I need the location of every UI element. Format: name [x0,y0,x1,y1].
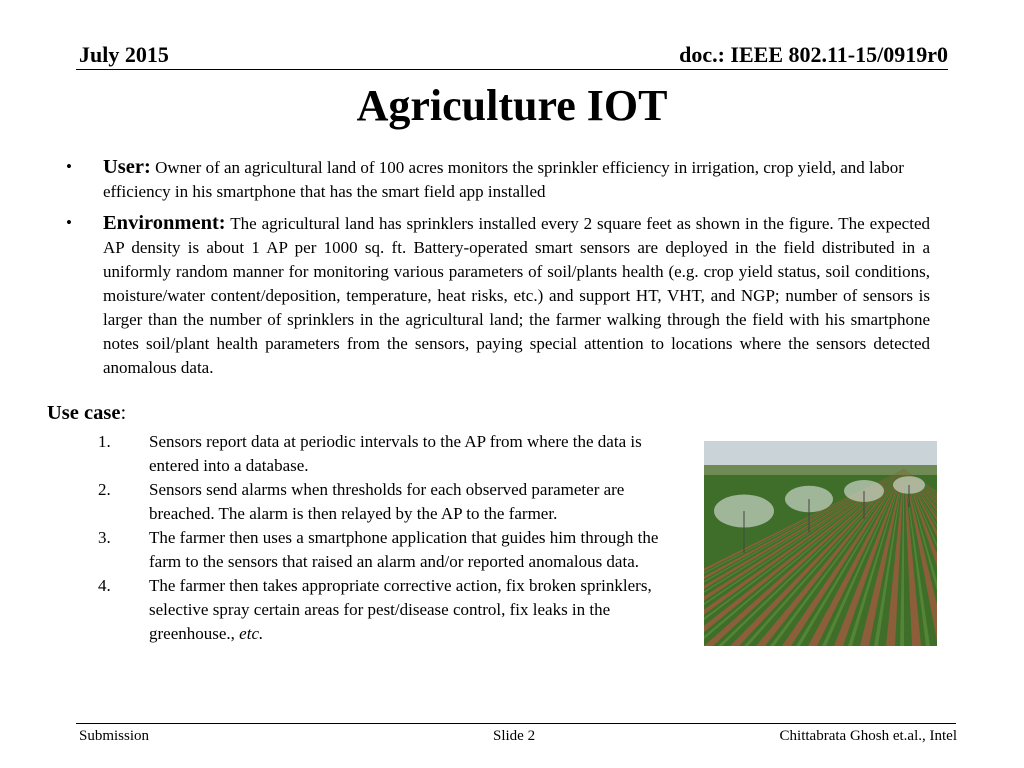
list-item-text: Sensors report data at periodic intervals to the AP from where the data is entered into a database. [149,432,642,475]
list-item-etc: etc. [239,624,264,643]
bullet-user-label: User: [103,156,151,178]
list-item-text: The farmer then uses a smartphone application that guides him through the farm to the sensors that raised an alarm and/or reported anomalous data. [149,528,659,571]
use-case-label: Use case [47,402,121,424]
list-item [96,430,672,478]
footer-divider [76,723,956,724]
bullet-environment-label: Environment: [103,212,226,234]
header-date: July 2015 [79,42,169,67]
list-item-number: 4. [98,576,111,595]
bullet-user-text: Owner of an agricultural land of 100 acres monitors the sprinkler efficiency in irrigation, crop yield, and labor efficiency in his smartphone that has the smart field app installed [103,158,904,201]
list-item-text: Sensors send alarms when thresholds for each observed parameter are breached. The alarm is then relayed by the AP to the farmer. [149,480,625,523]
sprinkler-field-photo [704,441,937,646]
bullet-marker: • [66,213,72,232]
list-item-number: 3. [98,528,111,547]
use-case-colon: : [120,402,127,424]
use-case-list [96,430,672,646]
header-doc-id: doc.: IEEE 802.11-15/0919r0 [679,42,948,67]
bullet-user [66,155,930,204]
footer-submission: Submission [79,728,150,744]
bullet-environment [66,211,930,380]
list-item [96,526,672,574]
header-divider [76,69,948,70]
list-item [96,574,672,646]
slide-title: Agriculture IOT [356,81,668,130]
list-item-text: The farmer then takes appropriate corrective action, fix broken sprinklers, selective spray certain areas for pest/disease control, fix leaks in the greenhouse., [149,576,652,643]
footer-author: Chittabrata Ghosh et.al., Intel [779,728,957,744]
footer-slide-number: Slide 2 [493,728,536,744]
bullet-environment-text: The agricultural land has sprinklers installed every 2 square feet as shown in the figure. The expected AP density is about 1 AP per 1000 sq. ft. Battery-operated smart sensors are deployed in the field distributed in a uniformly random manner for monitoring various parameters of soil/plants health (e.g. crop yield status, soil conditions, moisture/water content/deposition, temperature, heat risks, etc.) and support HT, VHT, and NGP; number of sensors is larger than the number of sprinklers in the agricultural land; the farmer walking through the field with his smartphone notes soil/plant health parameters from the sensors, paying special attention to locations where the sensors detected anomalous data. [103,214,930,377]
list-item [96,478,672,526]
use-case-heading [47,402,126,425]
bullet-marker: • [66,157,72,176]
list-item-number: 2. [98,480,111,499]
list-item-number: 1. [98,432,111,451]
sprinkler-field-image [704,441,937,646]
